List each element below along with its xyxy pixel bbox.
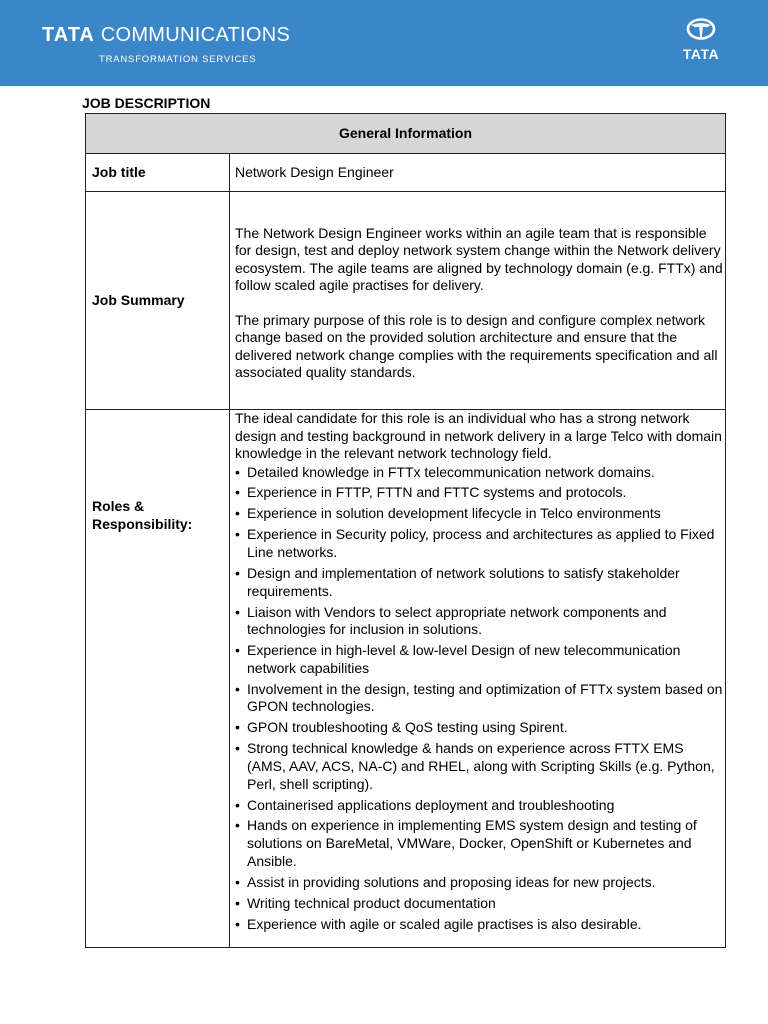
list-item: • Involvement in the design, testing and optimization of FTTx system based on GPON technologies.	[235, 681, 723, 716]
job-description-table	[85, 113, 726, 948]
page-header	[0, 0, 768, 86]
job-title-row	[86, 154, 726, 192]
brand-tagline: TRANSFORMATION SERVICES	[99, 54, 257, 65]
job-summary-row	[86, 192, 726, 410]
brand-wordmark	[42, 23, 290, 65]
list-item: • Writing technical product documentation	[235, 895, 723, 913]
job-title-label: Job title	[86, 154, 230, 192]
job-summary-label: Job Summary	[86, 192, 230, 410]
roles-row	[86, 410, 726, 948]
list-item: • Design and implementation of network solutions to satisfy stakeholder requirements.	[235, 565, 723, 600]
job-summary-paragraph: The Network Design Engineer works within an agile team that is responsible for design, test and deploy network system change within the Network delivery ecosystem. The agile teams are aligned by technology domain (e.g. FTTx) and follow scaled agile practises for delivery.	[235, 224, 723, 293]
list-item: • Experience in Security policy, process and architectures as applied to Fixed Line networks.	[235, 526, 723, 561]
list-item: • Experience with agile or scaled agile practises is also desirable.	[235, 916, 723, 934]
list-item: • Detailed knowledge in FTTx telecommunication network domains.	[235, 464, 723, 482]
logo-wordmark: TATA	[682, 46, 720, 62]
list-item: • Assist in providing solutions and proposing ideas for new projects.	[235, 874, 723, 892]
section-header: General Information	[86, 114, 726, 154]
brand-primary: TATA	[42, 24, 95, 46]
list-item: • Experience in high-level & low-level Design of new telecommunication network capabilities	[235, 642, 723, 677]
roles-intro: The ideal candidate for this role is an individual who has a strong network design and testing background in network delivery in a large Telco with domain knowledge in the relevant network technology field.	[235, 410, 722, 461]
list-item: • Liaison with Vendors to select appropriate network components and technologies for inclusion in solutions.	[235, 604, 723, 639]
roles-label: Roles & Responsibility:	[86, 410, 230, 948]
list-item: • Strong technical knowledge & hands on experience across FTTX EMS (AMS, AAV, ACS, NA-C) and RHEL, along with Scripting Skills (e.g. Python, Perl, shell scripting).	[235, 740, 723, 793]
brand-secondary: COMMUNICATIONS	[100, 24, 291, 46]
tata-logo	[676, 18, 726, 62]
job-summary-paragraph: The primary purpose of this role is to design and configure complex network change based on the provided solution architecture and ensure that the delivered network change complies with the requirements specification and all associated quality standards.	[235, 311, 718, 380]
list-item: • GPON troubleshooting & QoS testing using Spirent.	[235, 719, 723, 737]
list-item: • Containerised applications deployment and troubleshooting	[235, 797, 723, 815]
list-item: • Hands on experience in implementing EMS system design and testing of solutions on BareMetal, VMWare, Docker, OpenShift or Kubernetes and Ansible.	[235, 817, 723, 870]
document-title: JOB DESCRIPTION	[82, 95, 211, 111]
roles-value	[230, 410, 726, 948]
job-title-value: Network Design Engineer	[230, 154, 726, 192]
roles-list	[235, 464, 723, 934]
list-item: • Experience in FTTP, FTTN and FTTC systems and protocols.	[235, 484, 723, 502]
job-summary-value	[230, 192, 726, 410]
list-item: • Experience in solution development lifecycle in Telco environments	[235, 505, 723, 523]
tata-logo-icon	[686, 18, 716, 40]
